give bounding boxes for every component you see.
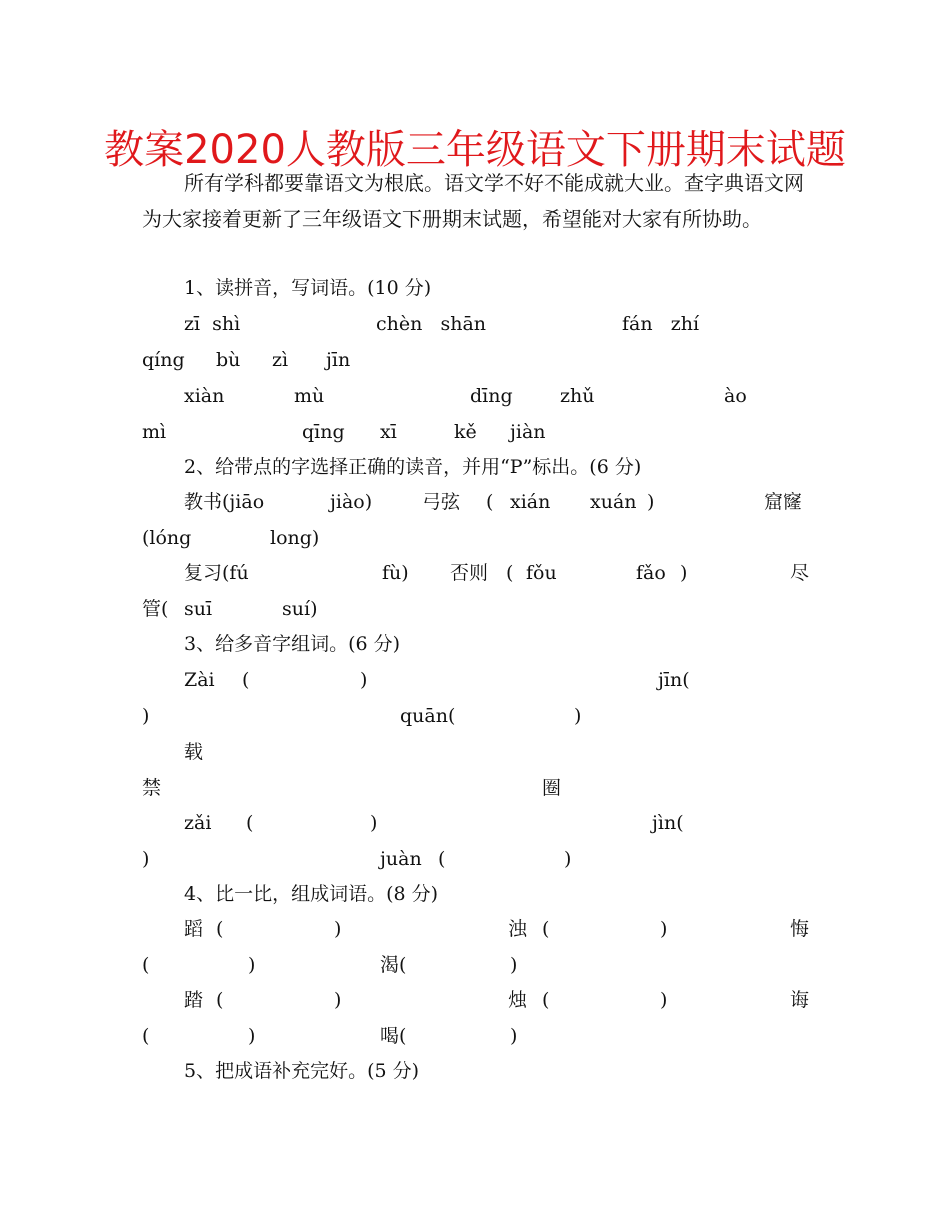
q4-item: ( — [142, 1025, 150, 1047]
q2-item: 复习(fú — [184, 562, 249, 584]
q2-item: 窟窿 — [764, 491, 803, 513]
q4-item: 踏 — [184, 989, 204, 1011]
q4-item: ( — [142, 954, 150, 976]
q4-item: 蹈 — [184, 918, 204, 940]
q1-pinyin: zhǔ — [560, 385, 595, 407]
q2-item: jiào) — [330, 491, 373, 513]
q3-item: ( — [246, 812, 254, 834]
q3-item: ) — [142, 705, 150, 727]
q4-item: ( — [542, 989, 550, 1011]
q2-item: suī — [184, 598, 213, 620]
q2-item: ) — [680, 562, 688, 584]
q2-item: (lóng — [142, 527, 192, 549]
q4-item: 烛 — [508, 989, 528, 1011]
q3-item: ( — [438, 848, 446, 870]
q2-item: xián — [510, 491, 551, 513]
q3-item: ) — [564, 848, 572, 870]
q3-item: jīn( — [658, 669, 690, 691]
q1-pinyin: kě — [454, 421, 477, 443]
q3-item: ) — [574, 705, 582, 727]
q2-item: fǎo — [636, 562, 666, 584]
q4-item: 诲 — [790, 989, 810, 1011]
q3-item: 圈 — [542, 777, 562, 799]
q3-heading: 3、给多音字组词。(6 分) — [184, 633, 401, 655]
q5-heading: 5、把成语补充完好。(5 分) — [184, 1060, 420, 1082]
q3-item: Zài — [184, 669, 215, 691]
q2-item: 教书(jiāo — [184, 491, 265, 513]
q4-item: ) — [510, 954, 518, 976]
q2-item: xuán — [590, 491, 637, 513]
q2-item: suí) — [282, 598, 318, 620]
q2-item: fǒu — [526, 562, 557, 584]
q4-item: ) — [248, 1025, 256, 1047]
q4-item: ) — [660, 918, 668, 940]
q1-pinyin: zī shì — [184, 313, 241, 335]
q1-pinyin: bù — [216, 349, 241, 371]
q2-item: ) — [647, 491, 655, 513]
q1-pinyin: xiàn — [184, 385, 225, 407]
q2-item: ( — [506, 562, 514, 584]
q3-item: quān( — [400, 705, 456, 727]
q2-item: 弓弦 — [422, 491, 461, 513]
q4-item: ) — [248, 954, 256, 976]
q3-item: jìn( — [652, 812, 684, 834]
q4-item: 浊 — [508, 918, 528, 940]
q4-heading: 4、比一比，组成词语。(8 分) — [184, 883, 439, 905]
q3-item: 载 — [184, 741, 204, 763]
q3-item: ) — [142, 848, 150, 870]
q1-pinyin: qíng — [142, 349, 185, 371]
q4-item: 悔 — [790, 918, 810, 940]
intro-paragraph — [142, 165, 810, 237]
q3-item: ) — [370, 812, 378, 834]
q1-pinyin: mù — [294, 385, 325, 407]
q1-pinyin: dīng — [470, 385, 513, 407]
q1-pinyin: xī — [380, 421, 397, 443]
q4-item: ) — [334, 918, 342, 940]
intro-text: 所有学科都要靠语文为根底。语文学不好不能成就大业。查字典语文网为大家接着更新了三年级语文下册期末试题，希望能对大家有所协助。 — [142, 171, 804, 231]
q3-item: juàn — [380, 848, 422, 870]
q4-item: ( — [542, 918, 550, 940]
q2-item: ( — [486, 491, 494, 513]
q1-pinyin: mì — [142, 421, 167, 443]
q2-item: long) — [270, 527, 320, 549]
q4-item: ( — [216, 989, 224, 1011]
q1-pinyin: jīn — [326, 349, 351, 371]
q1-pinyin: ào — [724, 385, 747, 407]
page-title: 教案2020人教版三年级语文下册期末试题 — [104, 127, 846, 173]
q1-pinyin: jiàn — [510, 421, 546, 443]
q4-item: ) — [510, 1025, 518, 1047]
q3-item: zǎi — [184, 812, 212, 834]
q1-pinyin: qīng — [302, 421, 345, 443]
q3-item: ( — [242, 669, 250, 691]
q2-heading: 2、给带点的字选择正确的读音，并用“P”标出。(6 分) — [184, 456, 642, 478]
q4-item: 喝( — [380, 1025, 407, 1047]
q3-item: 禁 — [142, 777, 162, 799]
q4-item: 渴( — [380, 954, 407, 976]
q2-item: fù) — [382, 562, 409, 584]
q1-pinyin: fán zhí — [622, 313, 700, 335]
q4-item: ) — [660, 989, 668, 1011]
q1-pinyin: zì — [272, 349, 289, 371]
q1-heading: 1、读拼音，写词语。(10 分) — [184, 277, 432, 299]
q2-item: 尽 — [790, 562, 810, 584]
q2-item: 否则 — [450, 562, 489, 584]
q4-item: ( — [216, 918, 224, 940]
q2-item: 管( — [142, 598, 169, 620]
q3-item: ) — [360, 669, 368, 691]
q1-pinyin: chèn shān — [376, 313, 487, 335]
q4-item: ) — [334, 989, 342, 1011]
